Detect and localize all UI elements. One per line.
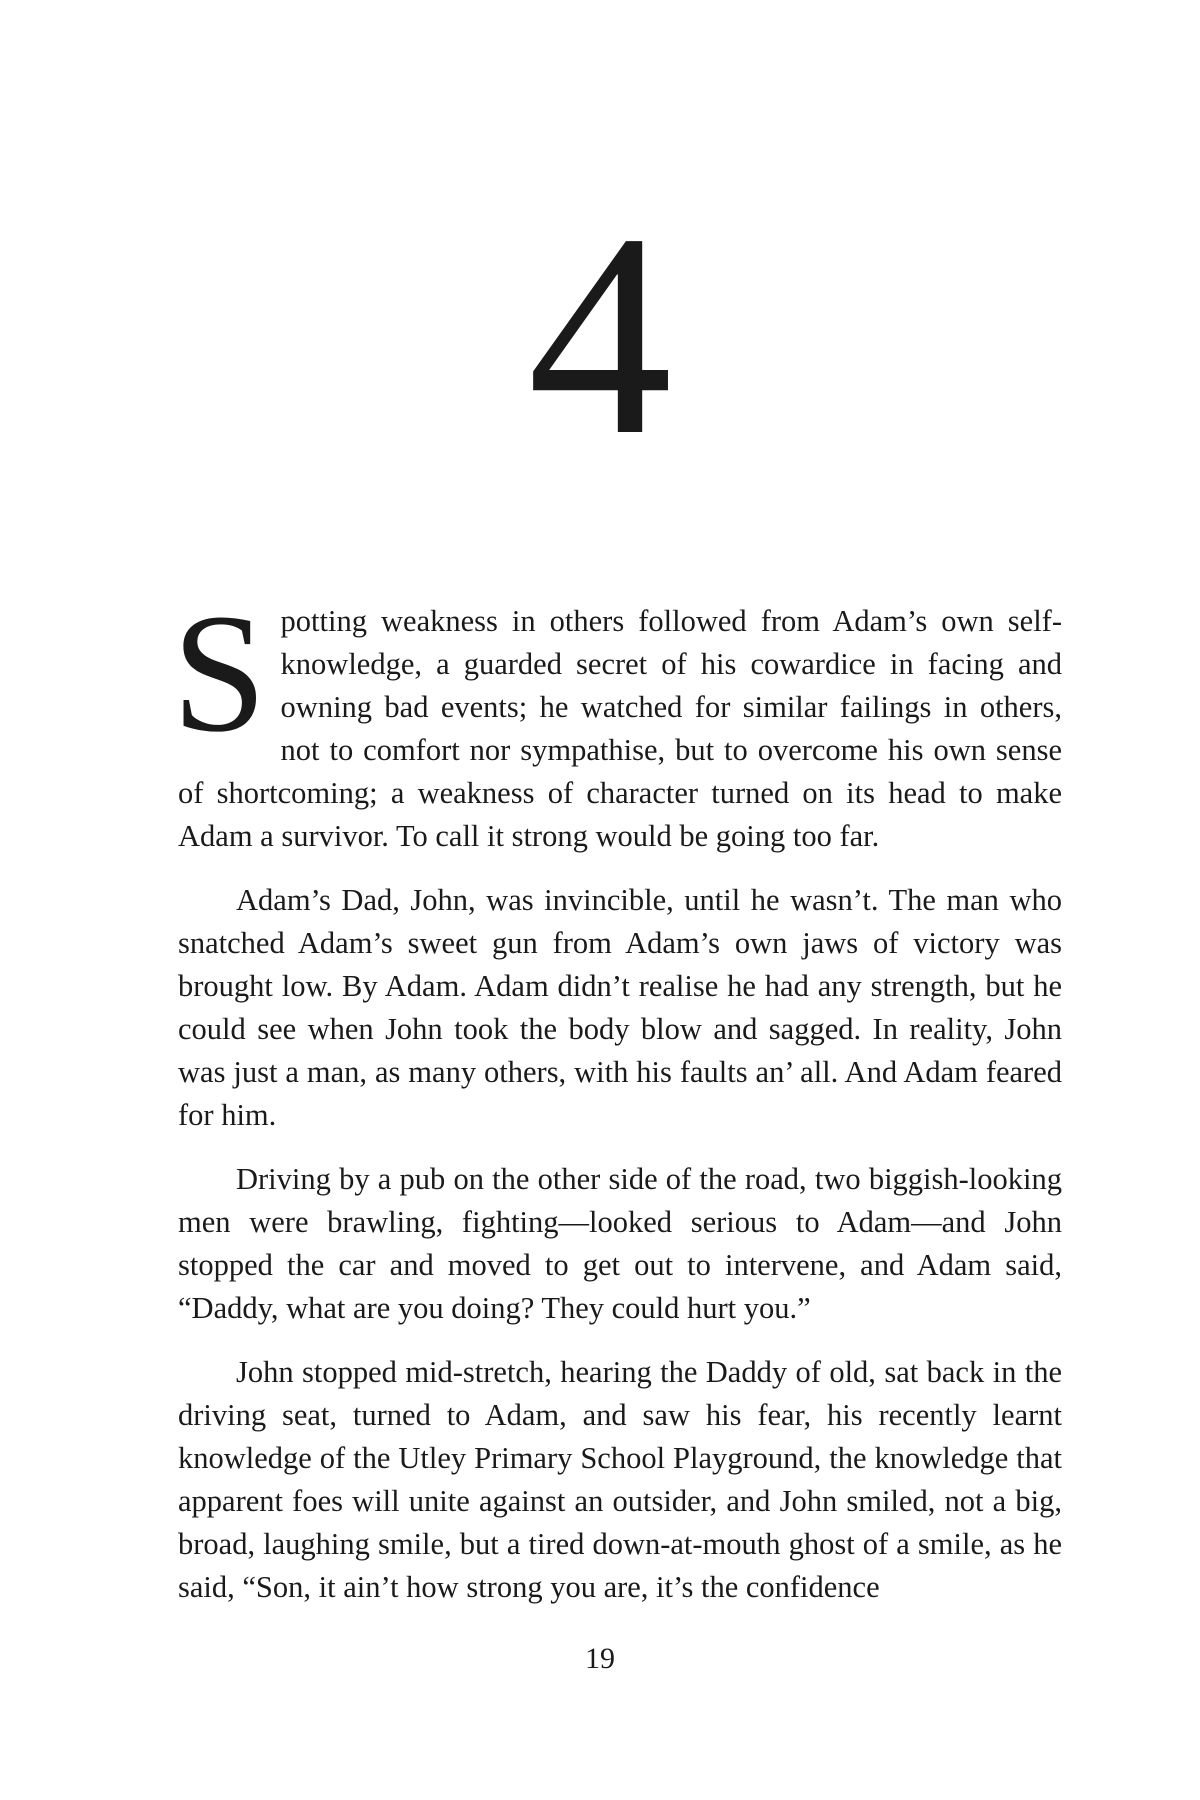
page-number: 19 bbox=[585, 1642, 615, 1675]
paragraph-1 bbox=[172, 579, 1062, 858]
chapter-number: 4 bbox=[527, 174, 673, 495]
paragraph-1-text: potting weakness in others followed from Adam’s own self-knowledge, a guarded secret of his cowardice in facing and owning bad events; he watched for similar failings in others, not to comfort nor sympathise, but to overcome his own sense of shortcoming; a weakness of character turned on its head to make Adam a survivor. To call it strong would be going too far. bbox=[178, 604, 1062, 853]
paragraph-3: Driving by a pub on the other side of the road, two biggish-looking men were brawling, fighting—looked serious to Adam—and John stopped the car and moved to get out to intervene, and Adam said, “Daddy, what are you doing? They could hurt you.” bbox=[178, 1162, 1062, 1325]
drop-cap: S bbox=[172, 579, 267, 767]
paragraph-2: Adam’s Dad, John, was invincible, until he wasn’t. The man who snatched Adam’s sweet gun from Adam’s own jaws of victory was brought low. By Adam. Adam didn’t realise he had any strength, but he could see when John took the body blow and sagged. In reality, John was just a man, as many others, with his faults an’ all. And Adam feared for him. bbox=[178, 883, 1062, 1132]
paragraph-4: John stopped mid-stretch, hearing the Daddy of old, sat back in the driving seat, turned to Adam, and saw his fear, his recently learnt knowledge of the Utley Primary School Playground, the knowledge that apparent foes will unite against an outsider, and John smiled, not a big, broad, laughing smile, but a tired down-at-mouth ghost of a smile, as he said, “Son, it ain’t how strong you are, it’s the confidence bbox=[178, 1355, 1062, 1604]
body-text bbox=[172, 579, 1062, 1630]
